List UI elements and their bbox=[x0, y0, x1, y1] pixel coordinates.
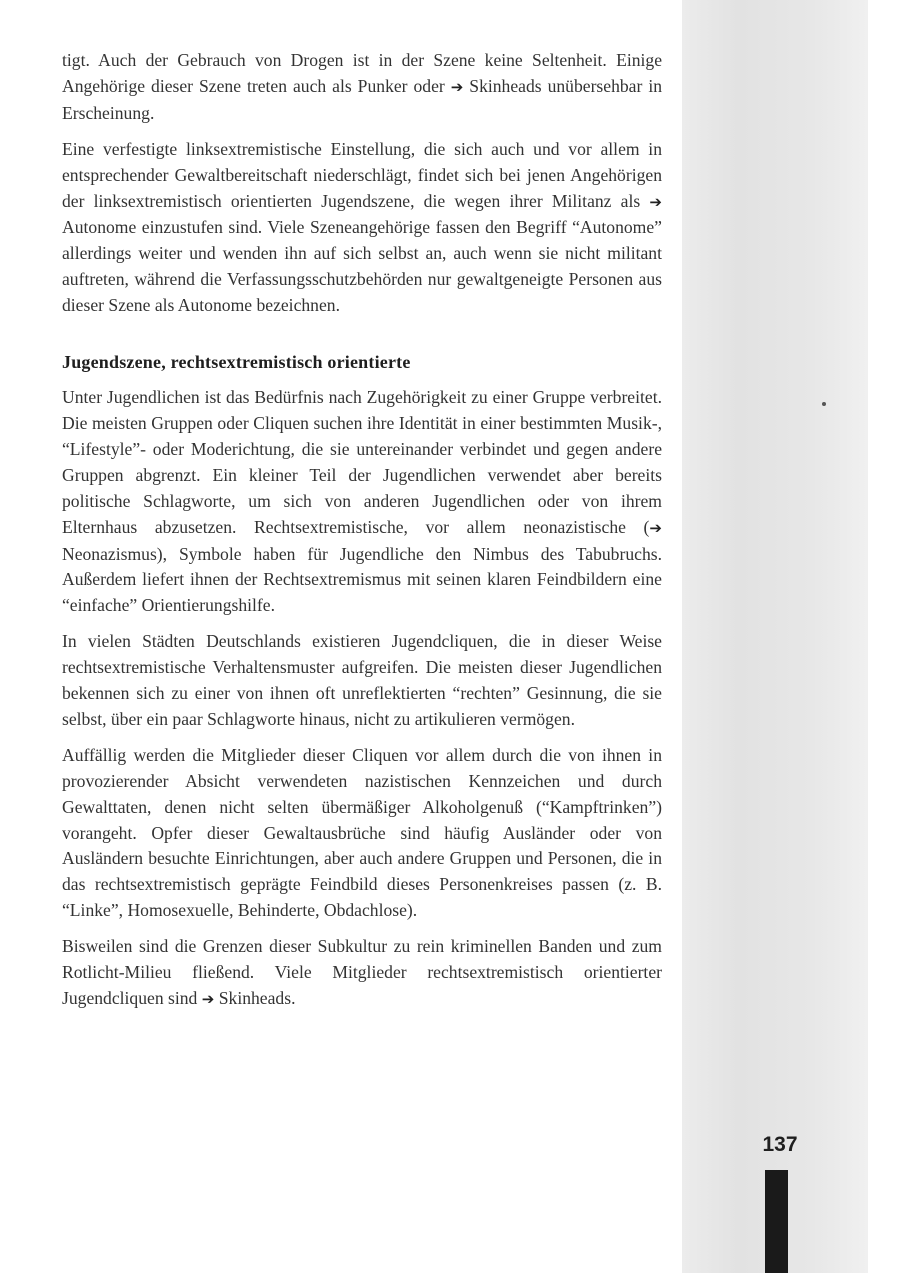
paragraph-text: Unter Jugendlichen ist das Bedürfnis nach Zugehörigkeit zu einer Gruppe verbreitet. Die meisten Gruppen oder Cliquen suchen ihre Identität in einer bestimmten Musik-, “Lifestyle”- oder Moderichtung, die sie untereinander verbindet und gegen andere Gruppen abgrenzt. Ein kleiner Teil der Jugendlichen verwendet aber bereits politische Schlagworte, um sich von anderen Jugendlichen oder von ihrem Elternhaus abzusetzen. Rechtsextremistische, vor allem neonazistische ( bbox=[62, 387, 662, 537]
page-edge-shadow bbox=[682, 0, 868, 1273]
paragraph bbox=[62, 137, 662, 319]
paragraph bbox=[62, 385, 662, 619]
section-heading: Jugendszene, rechtsextremistisch orientierte bbox=[62, 352, 411, 373]
paragraph-text: In vielen Städten Deutschlands existieren Jugendcliquen, die in dieser Weise rechtsextremistische Verhaltensmuster aufgreifen. Die meisten dieser Jugendlichen bekennen sich zu einer von ihnen oft unreflektierten “rechten” Gesinnung, die sie selbst, über ein paar Schlagworte hinaus, nicht zu artikulieren vermögen. bbox=[62, 631, 662, 729]
thumb-index-bar bbox=[765, 1170, 788, 1273]
intro-paragraphs bbox=[62, 48, 662, 319]
cross-reference-arrow-icon: ➔ bbox=[649, 518, 662, 537]
paragraph bbox=[62, 629, 662, 733]
paragraph-text: Bisweilen sind die Grenzen dieser Subkultur zu rein kriminellen Banden und zum Rotlicht-Milieu fließend. Viele Mitglieder rechtsextremistisch orientierter Jugendcliquen sind bbox=[62, 936, 662, 1008]
cross-reference-arrow-icon: ➔ bbox=[649, 192, 662, 211]
cross-reference-arrow-icon: ➔ bbox=[450, 77, 464, 96]
page-number: 137 bbox=[762, 1133, 798, 1156]
cross-reference-arrow-icon: ➔ bbox=[201, 990, 215, 1008]
scan-speck bbox=[822, 402, 826, 406]
paragraph bbox=[62, 48, 662, 127]
article-body bbox=[62, 48, 662, 1023]
paragraph bbox=[62, 743, 662, 924]
section-paragraphs bbox=[62, 385, 662, 1013]
right-margin bbox=[868, 0, 900, 1273]
paragraph-text: Neonazismus), Symbole haben für Jugendliche den Nimbus des Tabubruchs. Außerdem liefert ihnen der Rechtsextremismus mit seinen klaren Feindbildern eine “einfache” Orientierungshilfe. bbox=[62, 543, 662, 616]
paragraph-text: Skinheads unübersehbar in Erscheinung. bbox=[62, 75, 662, 123]
paragraph-text: Autonome einzustufen sind. Viele Szeneangehörige fassen den Begriff “Autonome” allerdings weiter und wenden ihn auf sich selbst an, auch wenn sie nicht militant auftreten, während die Verfassungsschutzbehörden nur gewaltgeneigte Personen aus dieser Szene als Autonome bezeichnen. bbox=[62, 217, 662, 316]
paragraph-text: Skinheads. bbox=[214, 988, 296, 1008]
paragraph-text: Eine verfestigte linksextremistische Einstellung, die sich auch und vor allem in entsprechender Gewaltbereitschaft niederschlägt, findet sich bei jenen Angehörigen der linksextremistisch orientierten Jugendszene, die wegen ihrer Militanz als bbox=[62, 138, 662, 211]
paragraph-text: tigt. Auch der Gebrauch von Drogen ist in der Szene keine Seltenheit. Einige Angehörige dieser Szene treten auch als Punker oder bbox=[62, 50, 662, 96]
paragraph-text: Auffällig werden die Mitglieder dieser Cliquen vor allem durch die von ihnen in provozierender Absicht verwendeten nazistischen Kennzeichen und durch Gewalttaten, denen nicht selten übermäßiger Alkoholgenuß (“Kampftrinken”) vorangeht. Opfer dieser Gewaltausbrüche sind häufig Ausländer oder von Ausländern besuchte Einrichtungen, aber auch andere Gruppen und Personen, die in das rechtsextremistisch geprägte Feindbild dieses Personenkreises passen (z. B. “Linke”, Homosexuelle, Behinderte, Obdachlose). bbox=[62, 744, 662, 921]
paragraph bbox=[62, 934, 662, 1013]
